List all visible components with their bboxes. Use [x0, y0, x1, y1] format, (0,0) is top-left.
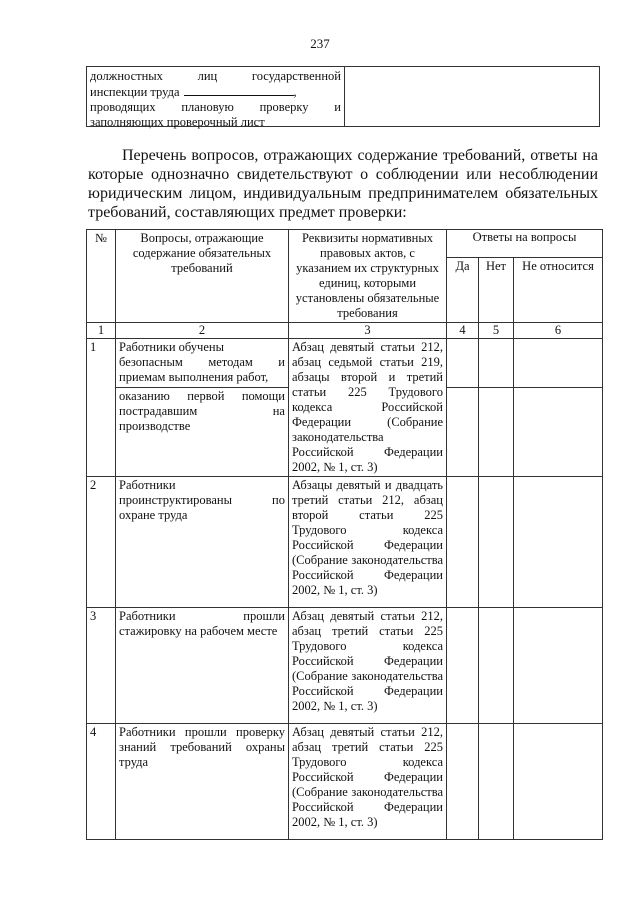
requisites-cell: Абзац девятый статьи 212, абзац третий статьи 225 Трудового кодекса Российской Федерации (Собрание законодательства Российской Федерации 2002, № 1, ст. 3)	[289, 608, 447, 724]
question-line: производстве	[119, 418, 191, 433]
comma: ,	[293, 85, 297, 99]
signature-block	[86, 66, 600, 127]
question-line: охране труда	[119, 508, 188, 522]
answer-no-cell[interactable]	[479, 477, 514, 608]
question-line: проинструктированы по	[119, 493, 285, 507]
answer-na-cell[interactable]	[514, 477, 603, 608]
row-number: 3	[87, 608, 116, 724]
question-line: труда	[119, 755, 149, 769]
table-row	[87, 608, 603, 724]
header-questions: Вопросы, отражающие содержание обязательных требований	[116, 230, 289, 323]
header-row	[87, 230, 603, 258]
column-number: 2	[116, 323, 289, 339]
answer-no-cell[interactable]	[479, 724, 514, 840]
answer-na-cell[interactable]	[514, 608, 603, 724]
header-num: №	[87, 230, 116, 323]
signature-line-1	[90, 69, 341, 84]
answer-na-cell[interactable]	[514, 724, 603, 840]
question-line: приемам выполнения работ,	[119, 370, 269, 384]
question-cell	[116, 477, 289, 608]
header-answers: Ответы на вопросы	[447, 230, 603, 258]
blank-fill-line	[184, 84, 294, 96]
question-cell	[116, 608, 289, 724]
signature-line-4: заполняющих проверочный лист	[90, 115, 265, 129]
signature-line-3	[90, 100, 341, 115]
question-line: оказанию первой помощи	[119, 388, 285, 403]
answer-no-cell[interactable]	[479, 608, 514, 724]
answer-yes-cell[interactable]	[447, 339, 479, 388]
header-no: Нет	[479, 258, 514, 323]
table-row	[87, 477, 603, 608]
row-number: 2	[87, 477, 116, 608]
column-number: 4	[447, 323, 479, 339]
header-yes: Да	[447, 258, 479, 323]
question-line: Работники обучены	[119, 340, 224, 354]
word: лиц	[197, 69, 218, 83]
question-line: Работники прошли проверку	[119, 725, 285, 739]
question-line: безопасным методам и	[119, 355, 285, 369]
word: проверку	[259, 100, 309, 114]
requisites-cell: Абзац девятый статьи 212, абзац третий статьи 225 Трудового кодекса Российской Федерации (Собрание законодательства Российской Федерации 2002, № 1, ст. 3)	[289, 724, 447, 840]
question-cell	[116, 724, 289, 840]
table-row	[87, 724, 603, 840]
header-na: Не относится	[514, 258, 603, 323]
question-line: Работники	[119, 478, 176, 492]
word: должностных	[90, 69, 163, 83]
signature-field	[345, 67, 599, 126]
checklist-table	[86, 229, 603, 840]
column-number: 6	[514, 323, 603, 339]
row-number: 4	[87, 724, 116, 840]
question-line: стажировку на рабочем месте	[119, 624, 278, 638]
word: государственной	[251, 69, 341, 83]
checklist-heading: Перечень вопросов, отражающих содержание требований, ответы на которые однозначно свидетельствуют о соблюдении или несоблюдении юридическим лицом, индивидуальным предпринимателем обязательных требований, составляющих предмет проверки:	[88, 147, 598, 221]
word: проводящих	[90, 100, 156, 114]
question-line: Работники прошли	[119, 609, 285, 623]
word: плановую	[181, 100, 234, 114]
signature-line-2	[90, 84, 341, 100]
column-number: 1	[87, 323, 116, 339]
answer-yes-cell[interactable]	[447, 608, 479, 724]
header-requisites: Реквизиты нормативных правовых актов, с указанием их структурных единиц, которыми установлены обязательные требования	[289, 230, 447, 323]
column-number: 5	[479, 323, 514, 339]
answer-na-cell[interactable]	[514, 387, 603, 476]
requisites-cell: Абзац девятый статьи 212, абзац седьмой статьи 219, абзацы второй и третий статьи 225 Трудового кодекса Российской Федерации (Собрание законодательства Российской Федерации 2002, № 1, ст. 3)	[289, 339, 447, 477]
answer-yes-cell[interactable]	[447, 724, 479, 840]
page-number: 237	[310, 36, 330, 51]
row-number: 1	[87, 339, 116, 477]
answer-yes-cell[interactable]	[447, 387, 479, 476]
word: и	[334, 100, 341, 114]
answer-yes-cell[interactable]	[447, 477, 479, 608]
table-row	[87, 339, 603, 388]
question-line: пострадавшим на	[119, 403, 285, 418]
column-number: 3	[289, 323, 447, 339]
answer-na-cell[interactable]	[514, 339, 603, 388]
question-cell	[116, 339, 289, 388]
answer-no-cell[interactable]	[479, 339, 514, 388]
question-cell	[116, 387, 289, 476]
signature-label	[87, 67, 345, 129]
column-numbers-row	[87, 323, 603, 339]
inspection-label: инспекции труда	[90, 85, 180, 99]
requisites-cell: Абзацы девятый и двадцать третий статьи 212, абзац второй статьи 225 Трудового кодекса Российской Федерации (Собрание законодательства Российской Федерации 2002, № 1, ст. 3)	[289, 477, 447, 608]
answer-no-cell[interactable]	[479, 387, 514, 476]
question-line: знаний требований охраны	[119, 740, 285, 754]
